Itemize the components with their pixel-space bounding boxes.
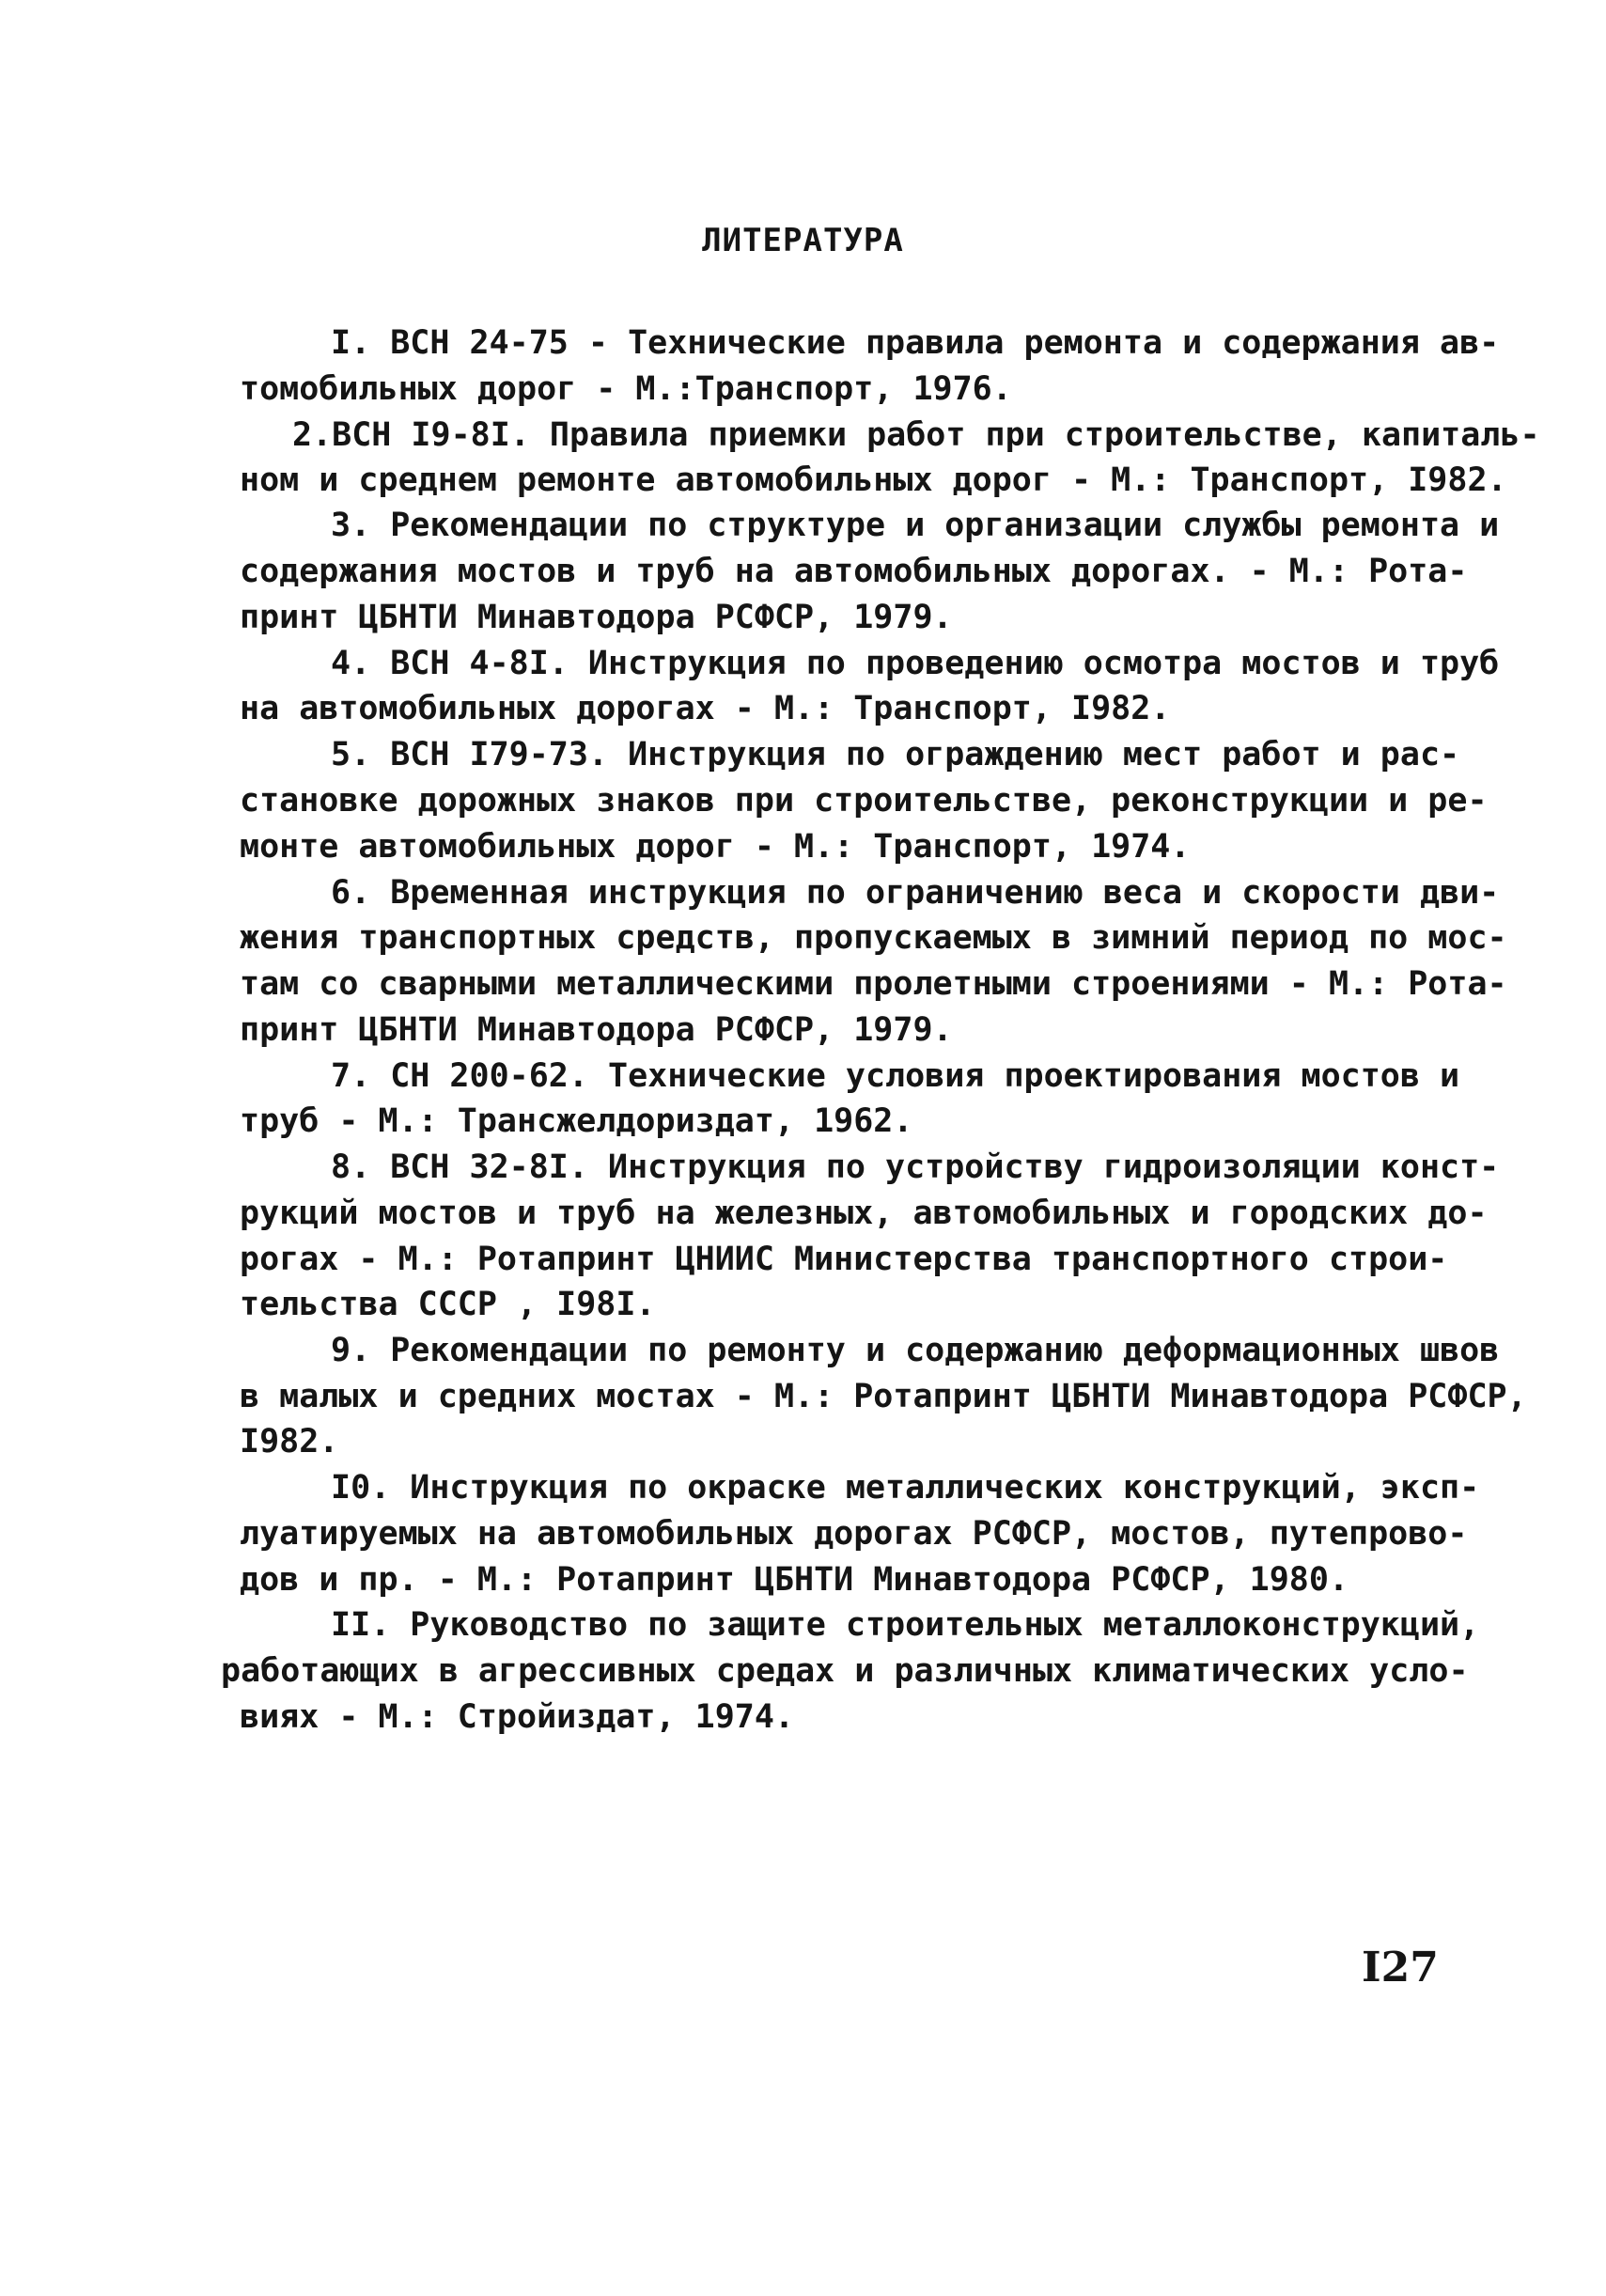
text-line: принт ЦБНТИ Минавтодора РСФСР, 1979. <box>240 599 953 636</box>
text-line: там со сварными металлическими пролетными строениями - М.: Рота- <box>240 965 1507 1003</box>
text-line: томобильных дорог - М.:Транспорт, 1976. <box>240 370 1012 408</box>
text-line: 5. ВСН I79-73. Инструкция по ограждению мест работ и рас- <box>331 736 1460 773</box>
text-line: содержания мостов и труб на автомобильных дорогах. - М.: Рота- <box>240 553 1468 590</box>
page-title: ЛИТЕРАТУРА <box>702 222 904 259</box>
text-line: I982. <box>240 1423 339 1460</box>
text-line: ном и среднем ремонте автомобильных дорог - М.: Транспорт, I982. <box>240 461 1507 499</box>
text-line: монте автомобильных дорог - М.: Транспорт, 1974. <box>240 828 1191 866</box>
text-line: тельства СССР , I98I. <box>240 1286 656 1323</box>
page-number: I27 <box>1362 1944 1439 1991</box>
text-line: 9. Рекомендации по ремонту и содержанию деформационных швов <box>331 1332 1500 1369</box>
text-line: II. Руководство по защите строительных металлоконструкций, <box>331 1606 1480 1644</box>
text-line: 2.ВСН I9-8I. Правила приемки работ при строительстве, капиталь- <box>292 416 1540 454</box>
text-line: 7. СН 200-62. Технические условия проектирования мостов и <box>331 1057 1460 1095</box>
text-line: виях - М.: Стройиздат, 1974. <box>240 1698 795 1736</box>
text-line: в малых и средних мостах - М.: Ротапринт ЦБНТИ Минавтодора РСФСР, <box>240 1378 1527 1415</box>
text-line: становке дорожных знаков при строительстве, реконструкции и ре- <box>240 782 1488 820</box>
text-line: I. ВСН 24-75 - Технические правила ремонта и содержания ав- <box>331 324 1500 362</box>
text-line: принт ЦБНТИ Минавтодора РСФСР, 1979. <box>240 1011 953 1049</box>
text-line: 4. ВСН 4-8I. Инструкция по проведению осмотра мостов и труб <box>331 645 1500 682</box>
text-line: 8. ВСН 32-8I. Инструкция по устройству гидроизоляции конст- <box>331 1148 1500 1186</box>
text-line: на автомобильных дорогах - М.: Транспорт, I982. <box>240 690 1171 727</box>
text-line: I0. Инструкция по окраске металлических конструкций, эксп- <box>331 1469 1480 1507</box>
text-line: труб - М.: Трансжелдориздат, 1962. <box>240 1102 913 1140</box>
text-line: 6. Временная инструкция по ограничению веса и скорости дви- <box>331 874 1500 912</box>
text-line: рукций мостов и труб на железных, автомобильных и городских до- <box>240 1195 1488 1232</box>
text-line: рогах - М.: Ротапринт ЦНИИС Министерства транспортного строи- <box>240 1241 1448 1278</box>
text-line: 3. Рекомендации по структуре и организации службы ремонта и <box>331 507 1500 544</box>
text-line: работающих в агрессивных средах и различных климатических усло- <box>221 1652 1469 1690</box>
text-line: дов и пр. - М.: Ротапринт ЦБНТИ Минавтодора РСФСР, 1980. <box>240 1561 1349 1599</box>
text-line: луатируемых на автомобильных дорогах РСФСР, мостов, путепрово- <box>240 1515 1468 1553</box>
text-line: жения транспортных средств, пропускаемых в зимний период по мос- <box>240 919 1507 957</box>
